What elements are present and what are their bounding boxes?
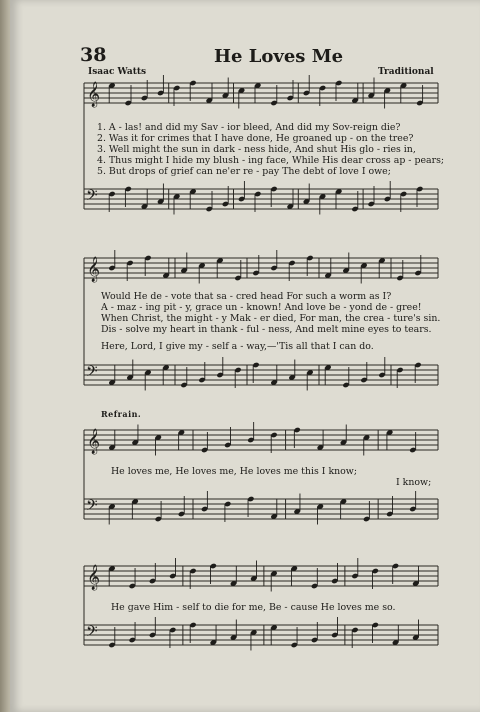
refrain-lyrics: He loves me, He loves me, He loves me this I know; bbox=[111, 466, 357, 477]
bass-clef-icon: 𝄢 bbox=[86, 363, 98, 384]
treble-clef-icon: 𝄞 bbox=[87, 565, 101, 590]
lyricist-credit: Isaac Watts bbox=[88, 67, 147, 77]
verse-3-line-2: When Christ, the might - y Mak - er died, For man, the crea - ture's sin. bbox=[101, 313, 441, 324]
verse-1-line-1: 1. A - las! and did my Sav - ior bleed, And did my Sov-reign die? bbox=[97, 122, 401, 133]
treble-clef-icon: 𝄞 bbox=[87, 257, 101, 282]
tune-credit: Traditional bbox=[378, 67, 434, 77]
verse-2-line-2: A - maz - ing pit - y, grace un - known! And love be - yond de - gree! bbox=[101, 302, 422, 313]
bass-clef-icon: 𝄢 bbox=[86, 187, 98, 208]
verse-5-line-1: 5. But drops of grief can ne'er re - pay The debt of love I owe; bbox=[97, 166, 391, 177]
hymn-title: He Loves Me bbox=[214, 46, 344, 67]
hymn-number: 38 bbox=[80, 44, 107, 66]
bass-clef-icon: 𝄢 bbox=[86, 623, 98, 644]
bass-clef-icon: 𝄢 bbox=[86, 497, 98, 518]
treble-clef-icon: 𝄞 bbox=[87, 82, 101, 107]
treble-clef-icon: 𝄞 bbox=[87, 429, 101, 454]
verse-1-line-2: Would He de - vote that sa - cred head For such a worm as I? bbox=[101, 291, 392, 302]
verse-4-line-1: 4. Thus might I hide my blush - ing face, While His dear cross ap - pears; bbox=[97, 155, 445, 166]
verse-2-line-1: 2. Was it for crimes that I have done, He groaned up - on the tree? bbox=[97, 133, 414, 144]
verse-5-line-2: Here, Lord, I give my - self a - way,—'Tis all that I can do. bbox=[101, 341, 374, 352]
refrain-label: Refrain. bbox=[101, 409, 142, 419]
final-line-lyrics: He gave Him - self to die for me, Be - cause He loves me so. bbox=[111, 602, 396, 613]
verse-3-line-1: 3. Well might the sun in dark - ness hide, And shut His glo - ries in, bbox=[97, 144, 416, 155]
refrain-echo-lyrics: I know; bbox=[396, 477, 432, 488]
verse-4-line-2: Dis - solve my heart in thank - ful - ness, And melt mine eyes to tears. bbox=[101, 324, 432, 335]
